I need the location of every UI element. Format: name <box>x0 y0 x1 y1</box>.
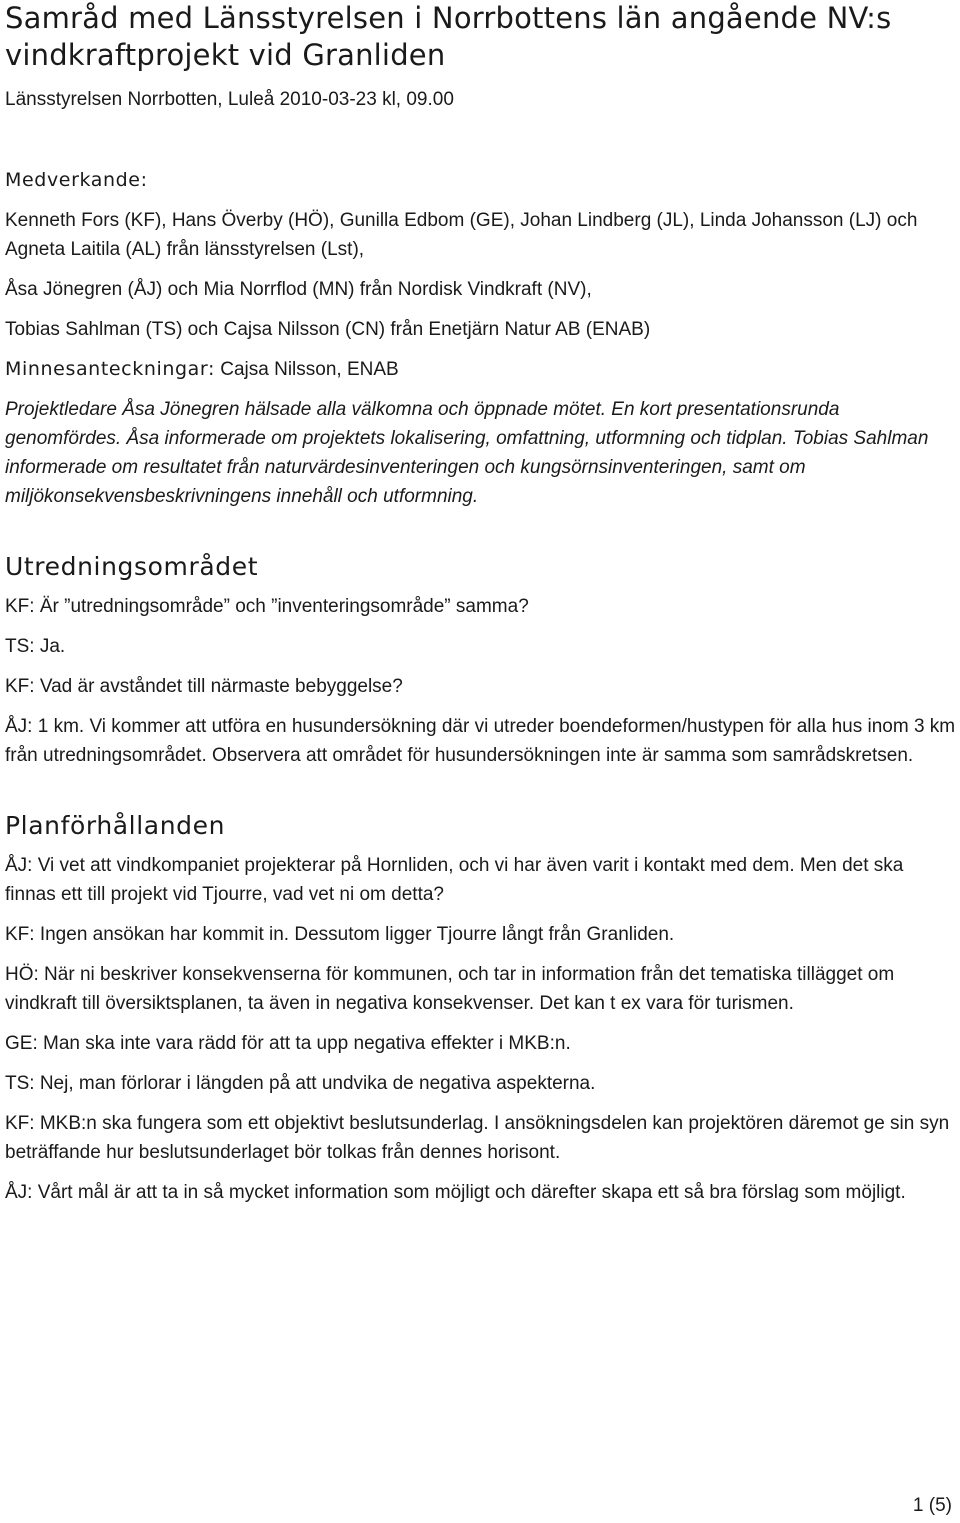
section-paragraph: GE: Man ska inte vara rädd för att ta upp negativa effekter i MKB:n. <box>5 1033 571 1054</box>
document-page <box>5 0 957 1207</box>
section-paragraph: HÖ: När ni beskriver konsekvenserna för kommunen, och tar in information från det tematiska tillägget om vindkraft till översiktsplanen, ta även in negativa konsekvenser. Det kan t ex vara för turismen. <box>5 964 895 1014</box>
section-paragraph: ÅJ: Vårt mål är att ta in så mycket information som möjligt och därefter skapa ett så bra förslag som möjligt. <box>5 1182 906 1203</box>
section-paragraph: KF: Är ”utredningsområde” och ”inventeringsområde” samma? <box>5 596 529 617</box>
notes-label: Minnesanteckningar: <box>5 358 215 380</box>
participants-line: Åsa Jönegren (ÅJ) och Mia Norrflod (MN) från Nordisk Vindkraft (NV), <box>5 279 592 300</box>
section-paragraph: ÅJ: 1 km. Vi kommer att utföra en husundersökning där vi utreder boendeformen/hustypen för alla hus inom 3 km från utredningsområdet. Observera att området för husundersökningen inte är samma som samrådskretsen. <box>5 716 956 766</box>
section-paragraph: ÅJ: Vi vet att vindkompaniet projekterar på Hornliden, och vi har även varit i kontakt med dem. Men det ska finnas ett till projekt vid Tjourre, vad vet ni om detta? <box>5 855 904 905</box>
participants-line: Kenneth Fors (KF), Hans Överby (HÖ), Gunilla Edbom (GE), Johan Lindberg (JL), Linda Johansson (LJ) och Agneta Laitila (AL) från länsstyrelsen (Lst), <box>5 210 918 260</box>
page-number: 1 (5) <box>912 1495 952 1516</box>
section-paragraph: KF: Vad är avståndet till närmaste bebyggelse? <box>5 676 403 697</box>
section-heading-planforhallanden: Planförhållanden <box>5 811 226 840</box>
notes-line <box>5 355 957 384</box>
section-paragraph: KF: Ingen ansökan har kommit in. Dessutom ligger Tjourre långt från Granliden. <box>5 924 675 945</box>
notes-author: Cajsa Nilsson, ENAB <box>220 359 399 380</box>
participants-line: Tobias Sahlman (TS) och Cajsa Nilsson (CN) från Enetjärn Natur AB (ENAB) <box>5 319 651 340</box>
section-paragraph: KF: MKB:n ska fungera som ett objektivt beslutsunderlag. I ansökningsdelen kan projektören däremot ge sin syn beträffande hur beslutsunderlaget bör tolkas från dennes horisont. <box>5 1113 950 1163</box>
section-paragraph: TS: Nej, man förlorar i längden på att undvika de negativa aspekterna. <box>5 1073 596 1094</box>
intro-paragraph: Projektledare Åsa Jönegren hälsade alla välkomna och öppnade mötet. En kort presentationsrunda genomfördes. Åsa informerade om projektets lokalisering, omfattning, utformning och tidplan. Tobias Sahlman informerade om resultatet från naturvärdesinventeringen och kungsörnsinventeringen, samt om miljökonsekvensbeskrivningens innehåll och utformning. <box>5 399 929 507</box>
participants-label: Medverkande: <box>5 169 148 191</box>
meeting-info: Länsstyrelsen Norrbotten, Luleå 2010-03-23 kl, 09.00 <box>5 89 454 110</box>
section-paragraph: TS: Ja. <box>5 636 66 657</box>
section-heading-utredningsomradet: Utredningsområdet <box>5 552 259 581</box>
document-title: Samråd med Länsstyrelsen i Norrbottens län angående NV:s vindkraftprojekt vid Granliden <box>5 1 892 72</box>
